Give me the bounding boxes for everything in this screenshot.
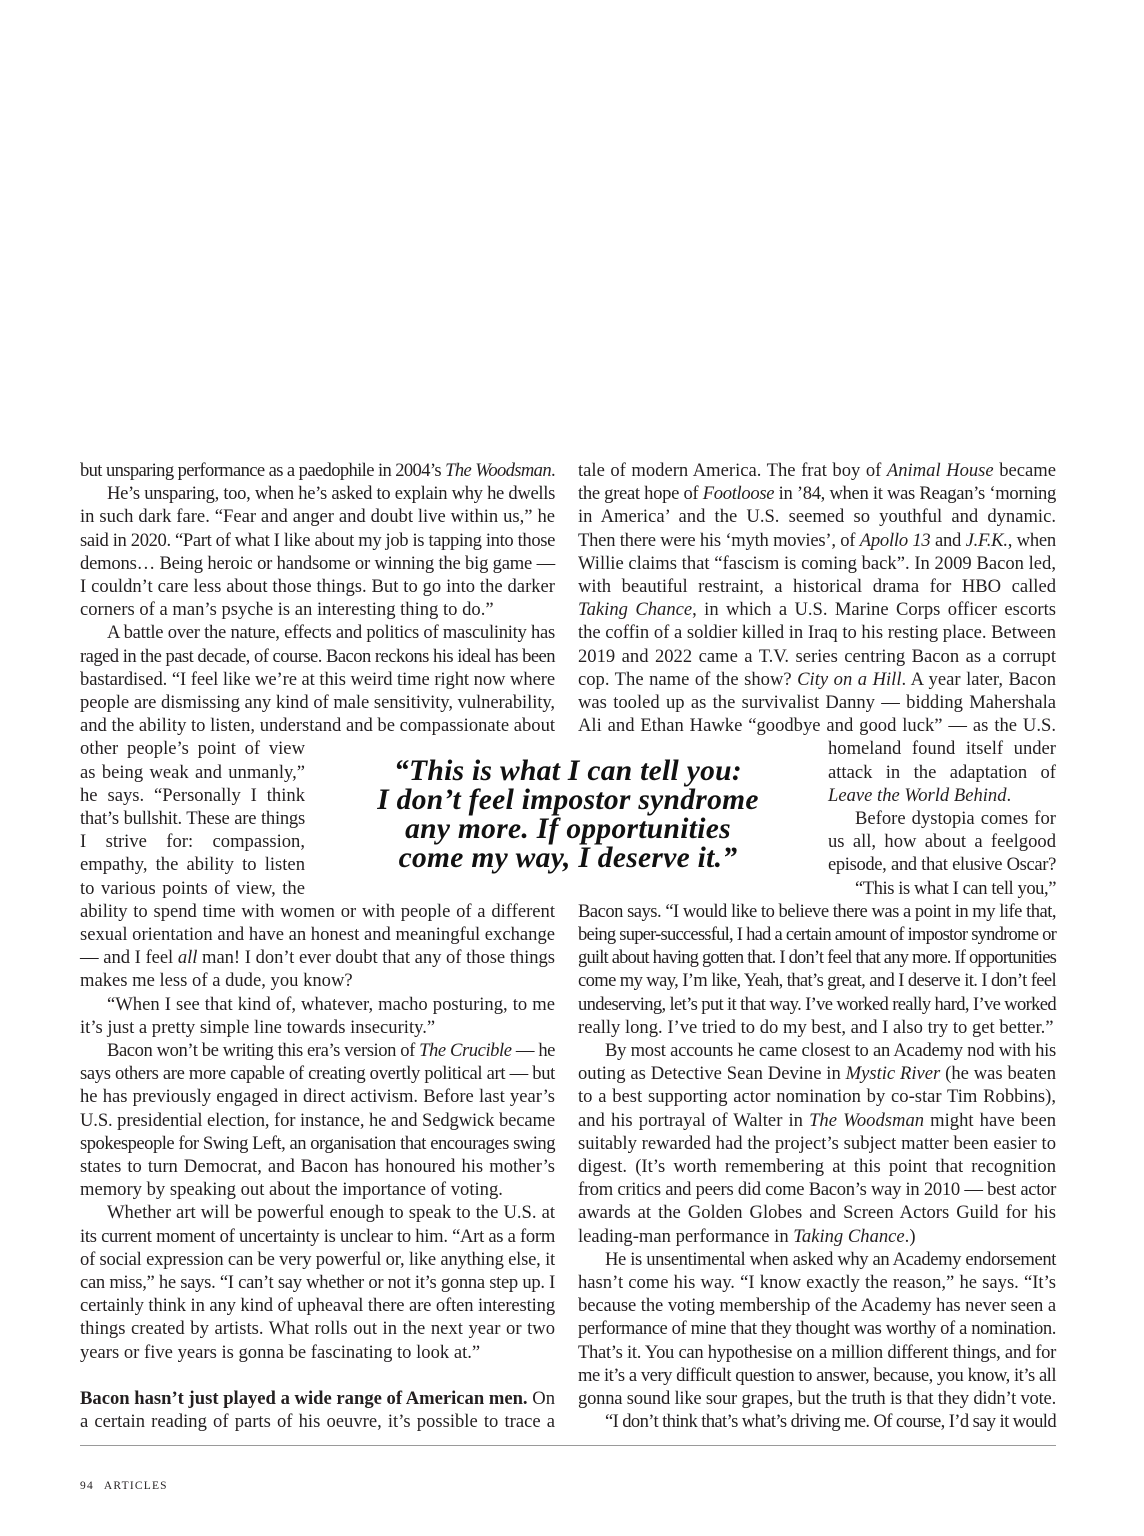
text-run: , in which a U.S. Marine Corps officer escorts — [692, 599, 1057, 621]
left-column-line — [107, 482, 555, 505]
text-run: spokespeople for Swing Left, an organisation that encourages swing — [80, 1132, 555, 1154]
text-run: attack in the adaptation of — [828, 761, 1056, 783]
text-run: me it’s a very difficult question to answer, because, you know, it’s all — [578, 1364, 1056, 1386]
text-run: Then there were his ‘myth movies’, of — [578, 529, 860, 551]
bold-lead-in: Bacon hasn’t just played a wide range of American men. — [80, 1388, 528, 1409]
text-run: Before dystopia comes for — [855, 808, 1056, 829]
text-run: Bacon won’t be writing this era’s version of — [107, 1040, 420, 1061]
text-run: being super-successful, I had a certain amount of impostor syndrome or — [578, 924, 1056, 945]
text-run: bastardised. “I feel like we’re at this weird time right now where — [80, 668, 555, 690]
text-run: , when — [1007, 529, 1056, 551]
left-column-line — [80, 1387, 555, 1410]
text-run: Whether art will be powerful enough to speak to the U.S. at — [107, 1202, 555, 1224]
right-column-line — [578, 529, 1056, 552]
italic-title: all — [177, 947, 198, 969]
text-run: that’s bullshit. These are things — [80, 808, 305, 829]
text-run: He’s unsparing, too, when he’s asked to explain why he dwells — [107, 483, 555, 505]
right-column-line — [578, 993, 1056, 1016]
left-column-line — [80, 1109, 555, 1132]
text-run: . — [1006, 784, 1012, 806]
text-run: and — [930, 529, 966, 551]
text-run: demons… Being heroic or handsome or winning the big game — — [80, 552, 555, 574]
left-column-line — [80, 1132, 555, 1155]
text-run: to a best supporting actor nomination by co-star Tim Robbins), — [578, 1086, 1056, 1108]
text-run: sexual orientation and have an honest and meaningful exchange — [80, 924, 556, 945]
text-run: years or five years is gonna be fascinating to look at.” — [80, 1341, 481, 1363]
text-run: Ali and Ethan Hawke “goodbye and good luck” — as the U.S. — [578, 715, 1056, 737]
text-run: . — [550, 460, 555, 481]
text-run: and his portrayal of Walter in — [578, 1109, 810, 1131]
section-label: ARTICLES — [103, 1480, 168, 1492]
pull-quote-line: any more. If opportunities — [405, 813, 731, 845]
left-column-line — [80, 505, 555, 528]
right-column-line — [578, 1085, 1056, 1108]
text-run: to various points of view, the — [80, 877, 305, 899]
right-column-line — [578, 1201, 1056, 1224]
right-column-line — [605, 1410, 1056, 1433]
text-run: I couldn’t care less about those things. But to go into the darker — [80, 576, 555, 597]
text-run: digest. (It’s worth remembering at this point that recognition — [578, 1156, 1056, 1177]
text-run: performance of mine that they thought was worthy of a nomination. — [578, 1318, 1056, 1340]
left-column-line — [80, 552, 555, 575]
text-run: corners of a man’s psyche is an interesting thing to do.” — [80, 599, 494, 621]
right-column-line — [855, 807, 1056, 830]
text-run: and the ability to listen, understand and be compassionate about — [80, 715, 556, 737]
left-column-line — [107, 993, 555, 1016]
footer-divider — [80, 1445, 1056, 1446]
left-column-line — [80, 1410, 555, 1433]
left-column-line — [80, 1062, 555, 1085]
right-column-line — [578, 575, 1056, 598]
text-run: undeserving, let’s put it that way. I’ve worked really hard, I’ve worked — [578, 993, 1056, 1015]
text-run: people are dismissing any kind of male sensitivity, vulnerability, — [80, 692, 555, 713]
left-column-line — [107, 1201, 555, 1224]
text-run: empathy, the ability to listen — [80, 854, 305, 876]
left-column-line — [80, 853, 305, 876]
left-column-line — [80, 877, 305, 900]
text-run: (he was beaten — [940, 1063, 1056, 1085]
right-column-line — [828, 784, 1056, 807]
left-column-line — [80, 575, 555, 598]
left-column-line — [80, 923, 555, 946]
text-run: “This is what I can tell you,” — [855, 877, 1056, 899]
left-column-line — [107, 621, 555, 644]
right-column-line — [578, 1062, 1056, 1085]
right-column-line — [578, 1364, 1056, 1387]
text-run: man! I don’t ever doubt that any of those things — [197, 947, 555, 969]
text-run: a certain reading of parts of his oeuvre, it’s possible to trace a — [80, 1411, 555, 1433]
text-run: .) — [904, 1225, 916, 1247]
italic-title: The Woodsman — [445, 460, 551, 481]
text-run: makes me less of a dude, you know? — [80, 970, 353, 992]
right-column-line — [578, 923, 1056, 946]
text-run: with beautiful restraint, a historical drama for HBO called — [578, 576, 1056, 597]
text-run: ability to spend time with women or with people of a different — [80, 900, 555, 922]
right-column-line — [578, 714, 1056, 737]
text-run: tale of modern America. The frat boy of — [578, 460, 887, 481]
left-column-line — [80, 1085, 555, 1108]
left-column-line — [80, 761, 305, 784]
left-column-line — [80, 830, 305, 853]
right-column-line — [578, 668, 1056, 691]
left-column-line — [80, 784, 305, 807]
text-run: other people’s point of view — [80, 738, 305, 760]
left-column-line — [80, 714, 555, 737]
left-column-line — [80, 969, 555, 992]
right-column-line — [605, 1039, 1056, 1062]
text-run: us all, how about a feelgood — [828, 831, 1056, 853]
text-run: he has previously engaged in direct activism. Before last year’s — [80, 1086, 555, 1108]
right-column-line — [578, 1132, 1056, 1155]
page-footer — [80, 1480, 178, 1492]
right-column-line — [578, 1178, 1056, 1201]
text-run: in ’84, when it was Reagan’s ‘morning — [774, 483, 1056, 505]
italic-title: The Crucible — [419, 1040, 512, 1061]
italic-title: Footloose — [702, 483, 775, 505]
right-column-line — [578, 505, 1056, 528]
right-column-line — [578, 1109, 1056, 1132]
right-column-line — [578, 552, 1056, 575]
right-column-line — [578, 621, 1056, 644]
text-run: awards at the Golden Globes and Screen Actors Guild for his — [578, 1202, 1056, 1224]
right-column-line — [578, 645, 1056, 668]
right-column-line — [828, 830, 1056, 853]
text-run: states to turn Democrat, and Bacon has honoured his mother’s — [80, 1156, 555, 1177]
text-run: — and I feel — [80, 947, 178, 969]
text-run: but unsparing performance as a paedophile in 2004’s — [80, 460, 446, 481]
left-column-line — [80, 1178, 555, 1201]
text-run: raged in the past decade, of course. Bacon reckons his ideal has been — [80, 645, 555, 667]
left-column-line — [80, 1317, 555, 1340]
right-column-line — [578, 1271, 1056, 1294]
text-run: of social expression can be very powerful or, like anything else, it — [80, 1248, 555, 1270]
text-run: became — [993, 460, 1057, 481]
text-run: things created by artists. What rolls out in the next year or two — [80, 1318, 555, 1340]
left-column-line — [80, 1225, 555, 1248]
italic-title: City on a Hill — [797, 668, 902, 690]
text-run: its current moment of uncertainty is unclear to him. “Art as a form — [80, 1225, 555, 1247]
text-run: . A year later, Bacon — [901, 668, 1057, 690]
left-column-line — [80, 1155, 555, 1178]
text-run: in America’ and the U.S. seemed so youthful and dynamic. — [578, 506, 1056, 528]
left-column-line — [80, 1248, 555, 1271]
right-column-line — [578, 969, 1056, 992]
left-column-line — [80, 691, 555, 714]
text-run: it’s just a pretty simple line towards insecurity.” — [80, 1016, 436, 1038]
right-column-line — [578, 598, 1056, 621]
right-column-line — [605, 1248, 1056, 1271]
text-run: gonna sound like sour grapes, but the truth is that they didn’t vote. — [578, 1388, 1056, 1409]
left-column-line — [80, 946, 555, 969]
text-run: — he — [511, 1040, 555, 1061]
left-column-line — [80, 1294, 555, 1317]
text-run: That’s it. You can hypothesise on a million different things, and for — [578, 1341, 1056, 1363]
left-column-line — [80, 1016, 555, 1039]
text-run: really long. I’ve tried to do my best, and I also try to get better.” — [578, 1016, 1054, 1038]
text-run: certainly think in any kind of upheaval there are often interesting — [80, 1295, 555, 1317]
pull-quote-line: I don’t feel impostor syndrome — [377, 784, 759, 816]
right-column-line — [578, 1155, 1056, 1178]
right-column-line — [578, 1387, 1056, 1410]
text-run: U.S. presidential election, for instance, he and Sedgwick became — [80, 1109, 555, 1131]
italic-title: Taking Chance — [793, 1225, 905, 1247]
text-run: cop. The name of the show? — [578, 668, 798, 690]
right-column-line — [828, 737, 1056, 760]
left-column-line — [80, 645, 555, 668]
text-run: I strive for: compassion, — [80, 831, 305, 853]
italic-title: J.F.K. — [965, 529, 1008, 551]
text-run: the great hope of — [578, 483, 703, 505]
text-run: memory by speaking out about the importance of voting. — [80, 1179, 503, 1201]
left-column-line — [107, 1039, 555, 1062]
text-run: might have been — [924, 1109, 1056, 1131]
pull-quote-line: “This is what I can tell you: — [394, 755, 742, 787]
text-run: as being weak and unmanly,” — [80, 761, 305, 783]
text-run: homeland found itself under — [828, 738, 1056, 760]
right-column-line — [855, 877, 1056, 900]
text-run: the coffin of a soldier killed in Iraq to his resting place. Between — [578, 622, 1056, 644]
text-run: outing as Detective Sean Devine in — [578, 1063, 846, 1085]
left-column-line — [80, 900, 555, 923]
text-run: “When I see that kind of, whatever, macho posturing, to me — [107, 993, 555, 1015]
pull-quote — [318, 757, 818, 873]
page-number: 94 — [80, 1480, 94, 1492]
right-column-line — [578, 1317, 1056, 1340]
right-column-line — [578, 1294, 1056, 1317]
text-run: said in 2020. “Part of what I like about my job is tapping into those — [80, 529, 555, 551]
italic-title: Taking Chance — [578, 599, 693, 621]
left-column-line — [80, 598, 555, 621]
text-run: he says. “Personally I think — [80, 784, 305, 806]
text-run: in such dark fare. “Fear and anger and doubt live within us,” he — [80, 506, 555, 528]
right-column-line — [578, 691, 1056, 714]
text-run: because the voting membership of the Academy has never seen a — [578, 1295, 1056, 1317]
text-run: By most accounts he came closest to an Academy nod with his — [605, 1040, 1056, 1061]
text-run: A battle over the nature, effects and politics of masculinity has — [107, 622, 555, 644]
right-column-line — [578, 459, 1056, 482]
text-run: On — [527, 1388, 556, 1409]
right-column-line — [578, 900, 1056, 923]
italic-title: Mystic River — [845, 1063, 941, 1085]
left-column-line — [80, 1341, 555, 1364]
left-column-line — [80, 1271, 555, 1294]
left-column-line — [80, 529, 555, 552]
text-run: suitably rewarded had the project’s subject matter been easier to — [578, 1132, 1056, 1154]
italic-title: Animal House — [886, 460, 994, 481]
left-column-line — [80, 807, 305, 830]
italic-title: Leave the World Behind — [828, 784, 1007, 806]
text-run: from critics and peers did come Bacon’s way in 2010 — best actor — [578, 1179, 1056, 1201]
left-column-line — [80, 668, 555, 691]
text-run: was tooled up as the survivalist Danny — bidding Mahershala — [578, 692, 1056, 713]
text-run: Bacon says. “I would like to believe there was a point in my life that, — [578, 900, 1056, 922]
text-run: He is unsentimental when asked why an Academy endorsement — [605, 1248, 1056, 1270]
text-run: hasn’t come his way. “I know exactly the reason,” he says. “It’s — [578, 1272, 1056, 1293]
pull-quote-line: come my way, I deserve it.” — [398, 842, 738, 874]
text-run: leading-man performance in — [578, 1225, 794, 1247]
text-run: “I don’t think that’s what’s driving me. Of course, I’d say it would — [605, 1411, 1056, 1433]
right-column-line — [828, 853, 1056, 876]
left-column-line — [80, 737, 305, 760]
text-run: can miss,” he says. “I can’t say whether or not it’s gonna step up. I — [80, 1272, 555, 1293]
text-run: episode, and that elusive Oscar? — [828, 854, 1056, 876]
text-run: 2019 and 2022 came a T.V. series centring Bacon as a corrupt — [578, 645, 1056, 667]
text-run: guilt about having gotten that. I don’t feel that any more. If opportunities — [578, 947, 1056, 969]
text-run: Willie claims that “fascism is coming back”. In 2009 Bacon led, — [578, 552, 1056, 574]
italic-title: Apollo 13 — [859, 529, 931, 551]
right-column-line — [578, 482, 1056, 505]
right-column-line — [578, 1341, 1056, 1364]
text-run: says others are more capable of creating overtly political art — but — [80, 1063, 555, 1085]
text-run: come my way, I’m like, Yeah, that’s great, and I deserve it. I don’t feel — [578, 970, 1056, 992]
right-column-line — [828, 761, 1056, 784]
right-column-line — [578, 946, 1056, 969]
right-column-line — [578, 1225, 1056, 1248]
left-column-line — [80, 459, 555, 482]
right-column-line — [578, 1016, 1056, 1039]
italic-title: The Woodsman — [809, 1109, 925, 1131]
